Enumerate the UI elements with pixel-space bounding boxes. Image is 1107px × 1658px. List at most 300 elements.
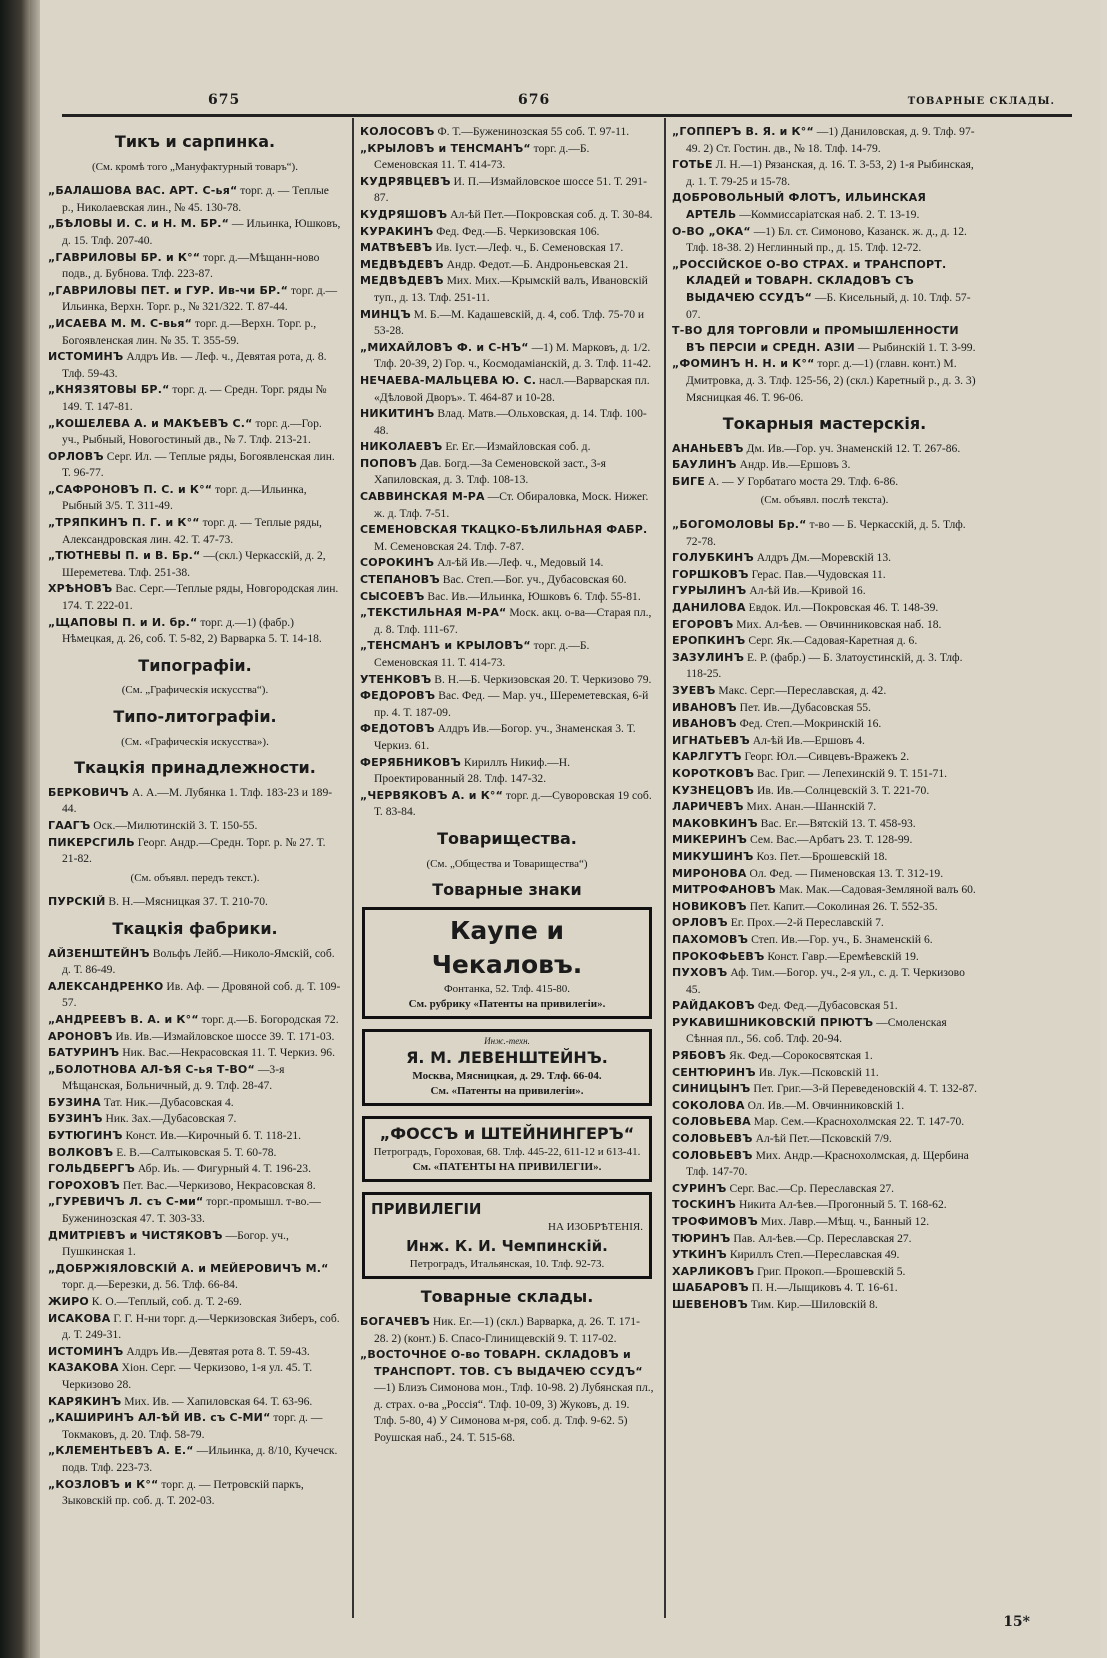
- entry-details: Андр. Ив.—Ершовъ 3.: [736, 458, 851, 472]
- entry-details: Абр. Иь. — Фигурный 4. Т. 196-23.: [134, 1162, 311, 1176]
- directory-entry: [48, 818, 342, 835]
- entry-details: Ег. Ег.—Измайловская соб. д.: [442, 440, 591, 454]
- entry-name: САВВИНСКАЯ М-РА: [360, 490, 485, 504]
- entry-details: Вас. Ег.—Вятскій 13. Т. 458-93.: [757, 816, 916, 830]
- directory-entry: [672, 849, 977, 866]
- entry-name: ТЮРИНЪ: [672, 1231, 731, 1245]
- directory-entry: [360, 307, 654, 340]
- directory-entry: [672, 915, 977, 932]
- directory-entry: [672, 866, 977, 883]
- entry-name: „САФРОНОВЪ П. С. и К°“: [48, 482, 213, 496]
- directory-entry: [672, 783, 977, 800]
- directory-entry: [672, 457, 977, 474]
- ad-foss-title: „ФОССЪ и ШТЕЙНИНГЕРЪ“: [379, 1123, 635, 1143]
- entry-details: Ал-ѣй Ив.—Кривой 16.: [746, 584, 866, 598]
- entry-name: „БОГОМОЛОВЫ Бр.“: [672, 518, 807, 532]
- directory-entry: [48, 1178, 342, 1195]
- entry-details: —1) Близъ Симонова мон., Тлф. 10-98. 2) Лубянская пл., д. страх. о-ва „Россія“. Тлф. 10-09, 3) Жуковъ, д. 19. Тлф. 5-80, 4) У Симонова м-ря, соб. д. Тлф. 9-62. 5) Роушская наб., 24. Т. 515-68.: [374, 1381, 654, 1445]
- entry-details: —Коммиссаріатская наб. 2. Т. 13-19.: [736, 207, 920, 221]
- entry-name: „БАЛАШОВА ВАС. АРТ. С-ья“: [48, 184, 238, 198]
- directory-entry: [672, 1015, 977, 1048]
- entry-name: ПРОКОФЬЕВЪ: [672, 949, 765, 963]
- entry-name: МЕДВѢДЕВЪ: [360, 274, 444, 288]
- directory-entry: [48, 979, 342, 1012]
- entry-name: СЕНТЮРИНЪ: [672, 1065, 756, 1079]
- entry-details: торг. д.—Мѣщанн-ново подв., д. Бубнова. Тлф. 223-87.: [62, 250, 320, 281]
- entry-name: ГОРОХОВЪ: [48, 1178, 120, 1192]
- directory-entry: [672, 733, 977, 750]
- directory-entry: [672, 1114, 977, 1131]
- ad-foss-address: Петроградъ, Гороховая, 68. Тлф. 445-22, 611-12 и 613-41.: [373, 1145, 641, 1158]
- directory-entry: [672, 1247, 977, 1264]
- entry-details: Ег. Прох.—2-й Переславскій 7.: [727, 916, 884, 930]
- entry-details: Кириллъ Степ.—Переславская 49.: [726, 1248, 900, 1262]
- entry-details: Фед. Степ.—Мокринскій 16.: [736, 717, 882, 731]
- ad-kaupe-title: Каупе и Чекаловъ.: [431, 915, 583, 979]
- entry-name: МИКЕРИНЪ: [672, 833, 748, 847]
- entry-details: Фед. Фед.—Дубасовская 51.: [754, 999, 898, 1013]
- section-heading: Тикъ и сарпинка.: [114, 132, 276, 151]
- entry-name: КОРОТКОВЪ: [672, 766, 755, 780]
- directory-entry: [672, 441, 977, 458]
- directory-entry: [48, 1261, 342, 1294]
- entry-details: —Богор. уч., Пушкинская 1.: [62, 1228, 289, 1259]
- directory-entry: [48, 615, 342, 648]
- entry-details: Андр. Федот.—Б. Андроньевская 21.: [443, 257, 629, 271]
- ad-levenshtein-address: Москва, Мясницкая, д. 29. Тлф. 66-04.: [412, 1069, 602, 1082]
- directory-entry: [360, 688, 654, 721]
- entry-name: „РОССІЙСКОЕ О-ВО СТРАХ. и ТРАНСПОРТ. КЛАДЕЙ и ТОВАРН. СКЛАДОВЪ СЪ ВЫДАЧЕЮ ССУДЪ“: [672, 257, 947, 304]
- directory-entry: [672, 617, 977, 634]
- entry-details: Серг. Ил. — Теплые ряды, Богоявленская лин. Т. 96-77.: [62, 449, 335, 480]
- ad-levenshtein-sub: Инж.-техн.: [484, 1035, 530, 1046]
- entry-name: МИКУШИНЪ: [672, 849, 754, 863]
- entry-details: Алдръ Ив. — Леф. ч., Девятая рота, д. 8. Тлф. 59-43.: [62, 350, 327, 380]
- directory-entry: [48, 1194, 342, 1227]
- entry-details: Кириллъ Никиф.—Н. Проектированный 28. Тлф. 147-32.: [374, 755, 571, 786]
- directory-entry: [48, 1311, 342, 1344]
- entry-details: торг. д.—Б. Богородская 72.: [198, 1012, 339, 1026]
- entry-name: ПИКЕРСГИЛЬ: [48, 835, 135, 849]
- entry-name: РАЙДАКОВЪ: [672, 999, 755, 1013]
- directory-entry: [48, 1145, 342, 1162]
- entry-name: МИТРОФАНОВЪ: [672, 883, 776, 897]
- entry-details: Ник. Зах.—Дубасовская 7.: [102, 1112, 237, 1126]
- entry-details: —1) Бл. ст. Симоново, Казанск. ж. д., д. 12. Тлф. 18-38. 2) Неглинный пр., д. 15. Тлф. 12-72.: [686, 224, 967, 255]
- directory-entry: [672, 700, 977, 717]
- directory-entry: [672, 832, 977, 849]
- entry-details: Вас. Степ.—Бог. уч., Дубасовская 60.: [439, 573, 627, 587]
- entry-name: КУДРЯВЦЕВЪ: [360, 174, 451, 188]
- entry-details: Ив. Ив.—Солнцевскій 3. Т. 221-70.: [754, 783, 930, 797]
- entry-name: „ФОМИНЪ Н. Н. и К°“: [672, 357, 815, 371]
- entry-name: „ДОБРЖІЯЛОВСКІЙ А. и МЕЙЕРОВИЧЪ М.“: [48, 1261, 329, 1275]
- directory-entry: [48, 1111, 342, 1128]
- entry-details: Оск.—Милютинскій 3. Т. 150-55.: [90, 818, 258, 832]
- directory-entry: [672, 932, 977, 949]
- entry-name: НИКОЛАЕВЪ: [360, 440, 443, 454]
- ad-levenshtein-ref: См. «Патенты на привилегіи».: [430, 1084, 584, 1097]
- entry-name: „ТЕКСТИЛЬНАЯ М-РА“: [360, 606, 507, 620]
- entry-details: насл.—Варварская пл. «Дѣловой Дворъ». Т. 464-87 и 10-28.: [374, 373, 650, 404]
- entry-name: „КНЯЗЯТОВЫ БР.“: [48, 383, 170, 397]
- entry-name: ИСАКОВА: [48, 1311, 111, 1325]
- entry-name: „БѢЛОВЫ И. С. и Н. М. БР.“: [48, 217, 230, 231]
- cross-reference-note: (См. объявл. послѣ текста).: [760, 494, 889, 507]
- directory-entry: [672, 1264, 977, 1281]
- entry-details: —3-я Мѣщанская, Больничный, д. 9. Тлф. 28-47.: [62, 1062, 285, 1093]
- entry-details: торг. д. — Средн. Торг. ряды № 149. Т. 147-81.: [62, 383, 327, 413]
- entry-name: ДАНИЛОВА: [672, 601, 746, 615]
- directory-entry: [48, 1045, 342, 1062]
- directory-entry: [360, 788, 654, 821]
- entry-name: О-ВО „ОКА“: [672, 224, 751, 238]
- directory-entry: [48, 1128, 342, 1145]
- directory-entry: [672, 474, 977, 491]
- directory-entry: [672, 1098, 977, 1115]
- entry-details: —Смоленская Сѣнная пл., 56. соб. Тлф. 20-94.: [686, 1015, 947, 1046]
- entry-details: Сем. Вас.—Арбатъ 23. Т. 128-99.: [747, 833, 913, 847]
- directory-entry: [48, 183, 342, 216]
- entry-name: ОРЛОВЪ: [672, 916, 728, 930]
- entry-name: СИНИЦЫНЪ: [672, 1082, 751, 1096]
- book-binding-edge: [0, 0, 30, 1658]
- ad-chempinsky-title: ПРИВИЛЕГІИ: [371, 1199, 482, 1218]
- directory-entry: [48, 548, 342, 581]
- directory-entry: [48, 1344, 342, 1361]
- directory-entry: [360, 589, 654, 606]
- entry-name: ИГНАТЬЕВЪ: [672, 733, 750, 747]
- section-heading: Ткацкія фабрики.: [112, 918, 278, 938]
- entry-name: ФЕДОТОВЪ: [360, 722, 435, 736]
- directory-entry: [672, 600, 977, 617]
- entry-details: Ив. Ив.—Измайловское шоссе 39. Т. 171-03.: [112, 1029, 335, 1043]
- ad-levenshtein: [362, 1029, 652, 1106]
- entry-details: Хіон. Серг. — Черкизово, 1-я ул. 45. Т. Черкизово 28.: [62, 1361, 313, 1391]
- directory-entry: [672, 517, 977, 550]
- entry-name: КУЗНЕЦОВЪ: [672, 783, 755, 797]
- directory-entry: [672, 965, 977, 998]
- entry-details: торг. д. — Теплые р., Николаевская лин., № 45. 130-78.: [62, 184, 329, 214]
- entry-details: Мар. Сем.—Краснохолмская 22. Т. 147-70.: [750, 1115, 965, 1129]
- entry-name: ХАРЛИКОВЪ: [672, 1264, 755, 1278]
- directory-entry: [360, 522, 654, 555]
- directory-entry: [48, 1161, 342, 1178]
- entry-details: —Ст. Обираловка, Моск. Нижег. ж. д. Тлф. 7-51.: [374, 490, 649, 520]
- entry-name: НИКИТИНЪ: [360, 407, 435, 421]
- entry-details: Конст. Гавр.—Еремѣевскій 19.: [764, 949, 919, 963]
- entry-details: торг. д.—Ильинка, Рыбный 3/5. Т. 311-49.: [62, 482, 307, 513]
- directory-entry: [360, 340, 654, 373]
- entry-name: АЛЕКСАНДРЕНКО: [48, 979, 164, 993]
- directory-entry: [672, 1231, 977, 1248]
- directory-entry: [360, 373, 654, 406]
- running-title: ТОВАРНЫЕ СКЛАДЫ.: [907, 96, 1055, 107]
- entry-name: ФЕРЯБНИКОВЪ: [360, 755, 462, 769]
- directory-entry: [672, 1297, 977, 1314]
- entry-details: Ив. Лук.—Псковскій 11.: [755, 1065, 879, 1079]
- entry-details: —(скл.) Черкасскій, д. 2, Шереметева. Тлф. 251-38.: [62, 549, 326, 579]
- entry-name: ВОЛКОВЪ: [48, 1145, 114, 1159]
- entry-details: — Рыбинскій 1. Т. 3-99.: [854, 340, 976, 354]
- entry-name: КОЛОСОВЪ: [360, 125, 435, 138]
- entry-details: Григ. Прокоп.—Брошевскій 5.: [754, 1264, 906, 1278]
- entry-details: торг. д.—Ильинка, Верхн. Торг. р., № 321/322. Т. 87-44.: [62, 283, 338, 314]
- directory-entry: [48, 1410, 342, 1443]
- column-rule-2: [664, 118, 666, 1618]
- entry-details: Ив. Іуст.—Леф. ч., Б. Семеновская 17.: [432, 241, 624, 255]
- entry-details: Мих. Андр.—Краснохолмская, д. Щербина Тлф. 147-70.: [686, 1148, 969, 1179]
- entry-name: ДМИТРІЕВЪ и ЧИСТЯКОВЪ: [48, 1228, 223, 1242]
- entry-details: М. Семеновская 24. Тлф. 7-87.: [374, 539, 525, 553]
- directory-entry: [672, 157, 977, 190]
- entry-name: „ГОППЕРЪ В. Я. и К°“: [672, 125, 814, 138]
- entry-details: Влад. Матв.—Ольховская, д. 14. Тлф. 100-48.: [374, 407, 647, 437]
- entry-details: Вольфъ Лейб.—Николо-Ямскій, соб. д. Т. 86-49.: [62, 946, 335, 977]
- column-3: [672, 124, 977, 1314]
- directory-entry: [48, 1477, 342, 1510]
- entry-details: торг. д.—1) (главн. конт.) М. Дмитровка, д. 3. Тлф. 125-56, 2) (скл.) Каретный р., д. 3. 3) Мясницкая 46. Т. 96-06.: [686, 357, 976, 404]
- entry-name: ШЕВЕНОВЪ: [672, 1297, 748, 1311]
- cross-reference-note: (См. „Графическія искусства“).: [121, 684, 269, 697]
- directory-entry: [48, 1062, 342, 1095]
- directory-entry: [672, 124, 977, 157]
- directory-entry: [360, 755, 654, 788]
- entry-details: Мих. Мих.—Крымскій валъ, Ивановскій туп., д. 13. Тлф. 251-11.: [374, 274, 648, 304]
- directory-entry: [48, 349, 342, 382]
- entry-name: ГОЛУБКИНЪ: [672, 551, 754, 565]
- entry-details: Г. Г. Н-ни торг. д.—Черкизовская Зиберъ, соб. д. Т. 249-31.: [62, 1311, 340, 1342]
- entry-name: ИСТОМИНЪ: [48, 1344, 124, 1358]
- directory-entry: [48, 1012, 342, 1029]
- entry-name: МЕДВѢДЕВЪ: [360, 257, 444, 271]
- entry-name: ГОЛЬДБЕРГЪ: [48, 1162, 135, 1176]
- entry-details: Серг. Як.—Садовая-Каретная д. 6.: [745, 634, 918, 648]
- entry-name: УТЕНКОВЪ: [360, 672, 432, 686]
- entry-name: „КОЗЛОВЪ и К°“: [48, 1477, 159, 1491]
- directory-entry: [672, 323, 977, 356]
- directory-entry: [672, 1214, 977, 1231]
- entry-details: Вас. Ив.—Ильинка, Юшковъ 6. Тлф. 55-81.: [424, 589, 641, 603]
- entry-name: БАУЛИНЪ: [672, 458, 737, 472]
- entry-details: Пав. Ал-ѣев.—Ср. Переславская 27.: [730, 1231, 912, 1245]
- section-heading: Товарные знаки: [432, 880, 582, 900]
- entry-details: Аф. Тим.—Богор. уч., 2-я ул., с. д. Т. Черкизово 45.: [686, 966, 965, 996]
- column-2: [360, 124, 654, 1447]
- entry-details: Серг. Вас.—Ср. Переславская 27.: [726, 1181, 895, 1195]
- directory-entry: [672, 1197, 977, 1214]
- entry-details: В. Н.—Б. Черкизовская 20. Т. Черкизово 79.: [431, 672, 652, 686]
- entry-name: ПАХОМОВЪ: [672, 932, 749, 946]
- entry-details: Макс. Серг.—Переславская, д. 42.: [715, 684, 887, 697]
- section-heading: Токарныя мастерскія.: [722, 414, 927, 434]
- directory-entry: [672, 1280, 977, 1297]
- directory-entry: [48, 1360, 342, 1393]
- entry-details: Мак. Мак.—Садовая-Земляной валъ 60.: [775, 883, 976, 897]
- entry-details: —Б. Кисельный, д. 10. Тлф. 57-07.: [686, 290, 971, 321]
- entry-name: ГОРШКОВЪ: [672, 567, 749, 581]
- entry-details: Дав. Богд.—За Семеновской заст., 3-я Хапиловская, д. 3. Тлф. 108-13.: [374, 456, 606, 487]
- entry-details: торг. д.—Березки, д. 56. Тлф. 66-84.: [62, 1278, 238, 1292]
- directory-entry: [360, 207, 654, 224]
- entry-name: „ТЮТНЕВЫ П. и В. Бр.“: [48, 549, 201, 563]
- entry-name: СЫСОЕВЪ: [360, 589, 425, 603]
- directory-entry: [672, 799, 977, 816]
- entry-details: Вас. Григ. — Лепехинскій 9. Т. 151-71.: [754, 766, 948, 780]
- entry-name: СОЛОВЬЕВЪ: [672, 1132, 753, 1146]
- entry-details: Евдок. Ил.—Покровская 46. Т. 148-39.: [745, 601, 939, 615]
- cross-reference-note: (См. „Общества и Товарищества“): [426, 857, 588, 870]
- ad-foss: [362, 1116, 652, 1182]
- directory-entry: [360, 638, 654, 671]
- entry-details: А. А.—М. Лубянка 1. Тлф. 183-23 и 189-44.: [62, 785, 333, 816]
- entry-name: СОЛОВЬЕВЪ: [672, 1148, 753, 1162]
- directory-entry: [48, 416, 342, 449]
- directory-entry: [48, 316, 342, 349]
- directory-entry: [48, 216, 342, 249]
- entry-details: торг. д.—Гор. уч., Рыбный, Новогостиный дв., № 7. Тлф. 213-21.: [62, 416, 322, 447]
- entry-name: КАРЯКИНЪ: [48, 1394, 122, 1408]
- directory-entry: [672, 1131, 977, 1148]
- entry-name: КУДРЯШОВЪ: [360, 207, 448, 221]
- entry-name: ТРОФИМОВЪ: [672, 1215, 758, 1228]
- entry-name: АЙЗЕНШТЕЙНЪ: [48, 946, 150, 960]
- entry-name: „ГАВРИЛОВЫ БР. и К°“: [48, 250, 201, 264]
- directory-entry: [360, 1314, 654, 1347]
- directory-entry: [672, 550, 977, 567]
- directory-entry: [48, 515, 342, 548]
- column-rule-1: [352, 118, 354, 1618]
- entry-name: БИГЕ: [672, 474, 705, 488]
- entry-details: Е. В.—Салтыковская 5. Т. 60-78.: [113, 1145, 277, 1159]
- entry-name: „ЩАПОВЫ П. и И. бр.“: [48, 615, 198, 629]
- entry-name: Т-ВО ДЛЯ ТОРГОВЛИ и ПРОМЫШЛЕННОСТИ ВЪ ПЕРСІИ и СРЕДН. АЗІИ: [672, 324, 959, 354]
- directory-entry: [360, 257, 654, 274]
- directory-entry: [360, 240, 654, 257]
- entry-details: Л. Н.—1) Рязанская, д. 16. Т. 3-53, 2) 1-я Рыбинская, д. 1. Т. 79-25 и 15-78.: [686, 158, 974, 188]
- entry-details: Тим. Кир.—Шиловскій 8.: [747, 1297, 878, 1311]
- entry-details: Ал-ѣй Пет.—Покровская соб. д. Т. 30-84.: [447, 207, 653, 221]
- entry-name: НОВИКОВЪ: [672, 899, 747, 913]
- entry-name: РУКАВИШНИКОВСКІЙ ПРІЮТЪ: [672, 1015, 874, 1029]
- entry-name: „ГУРЕВИЧЪ Л. съ С-ми“: [48, 1195, 204, 1209]
- entry-details: П. Н.—Лыщиковъ 4. Т. 16-61.: [748, 1281, 898, 1295]
- directory-page: [40, 0, 1100, 1658]
- directory-entry: [672, 816, 977, 833]
- entry-name: БЕРКОВИЧЪ: [48, 785, 129, 799]
- directory-entry: [360, 572, 654, 589]
- entry-details: торг. д. — Петровскій паркъ, Зыковскій пр. соб. д. Т. 202-03.: [62, 1477, 304, 1508]
- directory-entry: [672, 1181, 977, 1198]
- entry-details: —1) М. Марковъ, д. 1/2. Тлф. 20-39, 2) Гор. ч., Космодаміанскій, д. 3. Тлф. 11-42.: [374, 340, 652, 371]
- entry-details: Алдръ Ив.—Богор. уч., Знаменская 3. Т. Черкиз. 61.: [374, 722, 636, 752]
- entry-details: В. Н.—Мясницкая 37. Т. 210-70.: [105, 895, 268, 909]
- entry-details: Ол. Фед. — Пименовская 13. Т. 312-19.: [746, 866, 944, 880]
- directory-entry: [360, 439, 654, 456]
- entry-name: ЗУЕВЪ: [672, 684, 716, 697]
- entry-name: БУТЮГИНЪ: [48, 1129, 123, 1143]
- directory-entry: [672, 583, 977, 600]
- entry-details: Алдръ Дм.—Моревскій 13.: [753, 551, 892, 565]
- directory-entry: [360, 721, 654, 754]
- entry-name: МАКОВКИНЪ: [672, 816, 758, 830]
- directory-entry: [48, 1394, 342, 1411]
- directory-entry: [672, 949, 977, 966]
- entry-details: Пет. Капит.—Соколиная 26. Т. 552-35.: [746, 899, 938, 913]
- directory-entry: [672, 998, 977, 1015]
- entry-details: Моск. акц. о-ва—Старая пл., д. 8. Тлф. 111-67.: [374, 606, 652, 636]
- entry-name: БУЗИНЪ: [48, 1112, 103, 1126]
- entry-name: МИНЦЪ: [360, 307, 411, 321]
- directory-entry: [48, 1095, 342, 1112]
- ad-foss-ref: См. «ПАТЕНТЫ НА ПРИВИЛЕГІИ».: [412, 1160, 602, 1173]
- entry-name: КАРЛГУТЪ: [672, 750, 742, 764]
- section-heading: Товарищества.: [437, 828, 577, 848]
- entry-details: —1) Даниловская, д. 9. Тлф. 97-49. 2) Ст. Гостин. дв., № 18. Тлф. 14-79.: [686, 125, 975, 155]
- directory-entry: [672, 882, 977, 899]
- directory-entry: [48, 1443, 342, 1476]
- ad-chempinsky-sub: НА ИЗОБРѢТЕНІЯ.: [548, 1220, 643, 1233]
- entry-details: К. О.—Теплый, соб. д. Т. 2-69.: [88, 1295, 242, 1308]
- entry-name: ТОСКИНЪ: [672, 1198, 737, 1212]
- entry-name: ИВАНОВЪ: [672, 717, 737, 731]
- entry-name: „ЧЕРВЯКОВЪ А. и К°“: [360, 788, 504, 802]
- entry-name: БАТУРИНЪ: [48, 1046, 120, 1060]
- entry-name: „ГАВРИЛОВЫ ПЕТ. и ГУР. Ив-чи БР.“: [48, 283, 289, 297]
- entry-details: торг. д.—Б. Семеновская 11. Т. 414-73.: [374, 141, 590, 172]
- directory-entry: [672, 1048, 977, 1065]
- entry-name: „АНДРЕЕВЪ В. А. и К°“: [48, 1012, 199, 1026]
- entry-name: „ВОСТОЧНОЕ О-во ТОВАРН. СКЛАДОВЪ и ТРАНСПОРТ. ТОВ. СЪ ВЫДАЧЕЮ ССУДЪ“: [360, 1348, 643, 1378]
- directory-entry: [48, 250, 342, 283]
- entry-details: Тат. Ник.—Дубасовская 4.: [100, 1095, 234, 1109]
- page-number-center: 676: [518, 92, 551, 108]
- section-heading: Товарные склады.: [420, 1287, 594, 1307]
- section-heading: Ткацкія принадлежности.: [74, 758, 316, 778]
- ad-kaupe-ref: См. рубрику «Патенты на привилегіи».: [408, 997, 606, 1010]
- directory-entry: [672, 633, 977, 650]
- entry-name: ПОПОВЪ: [360, 456, 418, 470]
- directory-entry: [360, 605, 654, 638]
- header-rule: [62, 114, 1072, 117]
- entry-details: торг. д. — Теплые ряды, Александровская лин. 42. Т. 47-73.: [62, 516, 322, 546]
- entry-details: Конст. Ив.—Кирочный б. Т. 118-21.: [122, 1129, 302, 1143]
- entry-name: СОЛОВЬЕВА: [672, 1115, 751, 1129]
- entry-details: Коз. Пет.—Брошевскій 18.: [753, 849, 888, 863]
- entry-name: ФЕДОРОВЪ: [360, 689, 436, 703]
- entry-details: Алдръ Ив.—Девятая рота 8. Т. 59-43.: [123, 1344, 310, 1358]
- entry-name: ЕГОРОВЪ: [672, 617, 734, 631]
- entry-details: Ф. Т.—Буженинозская 55 соб. Т. 97-11.: [434, 125, 630, 138]
- entry-details: Пет. Ив.—Дубасовская 55.: [736, 700, 871, 714]
- entry-name: МАТВѢЕВЪ: [360, 241, 433, 255]
- ad-kaupe-address: Фонтанка, 52. Тлф. 415-80.: [443, 982, 571, 995]
- entry-name: ШАБАРОВЪ: [672, 1281, 749, 1295]
- entry-details: торг. д. — Токмаковъ, д. 20. Тлф. 58-79.: [62, 1411, 323, 1441]
- entry-details: Дм. Ив.—Гор. уч. Знаменскій 12. Т. 267-86.: [743, 441, 961, 455]
- entry-details: Георг. Андр.—Средн. Торг. р. № 27. Т. 21-82.: [62, 835, 326, 866]
- ad-chempinsky-name: Инж. К. И. Чемпинскій.: [406, 1237, 608, 1256]
- directory-entry: [672, 190, 977, 223]
- entry-details: Ал-ѣй Ив.—Леф. ч., Медовый 14.: [434, 556, 604, 570]
- entry-name: ГУРЫЛИНЪ: [672, 584, 747, 598]
- entry-details: торг. д.—1) (фабр.) Нѣмецкая, д. 26, соб. Т. 5-82, 2) Варварка 5. Т. 14-18.: [62, 615, 322, 646]
- directory-entry: [672, 766, 977, 783]
- directory-entry: [672, 899, 977, 916]
- entry-name: РЯБОВЪ: [672, 1049, 727, 1063]
- directory-entry: [672, 1065, 977, 1082]
- entry-name: СУРИНЪ: [672, 1181, 727, 1195]
